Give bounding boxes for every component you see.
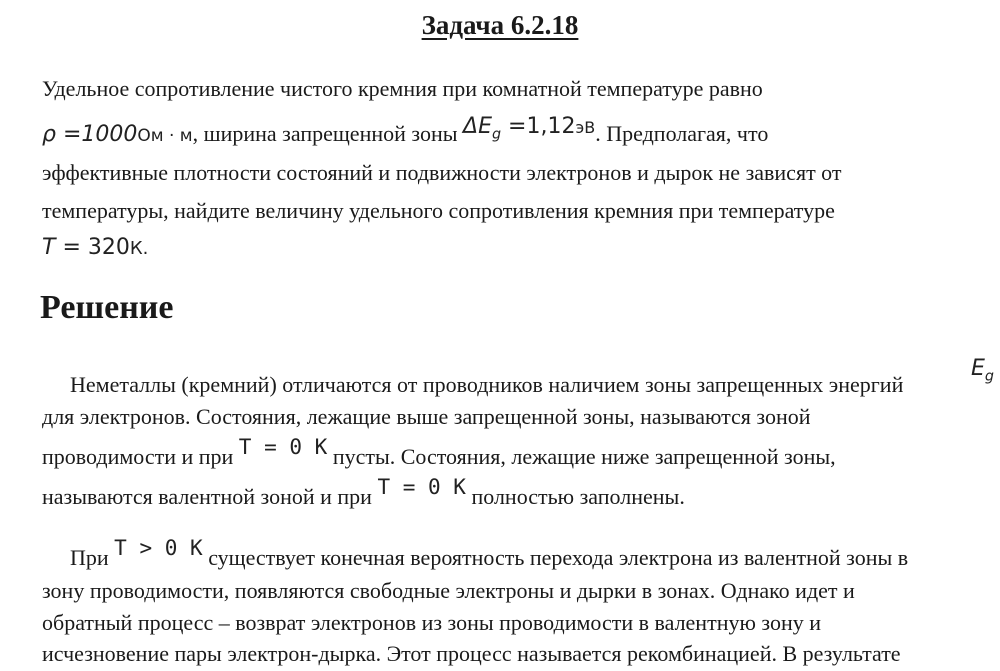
problem-line-5: [42, 234, 148, 260]
problem-line-2-mid: , ширина запрещенной зоны: [192, 121, 458, 146]
solution-p2-line-4: исчезновение пары электрон-дырка. Этот процесс называется рекомбинацией. В результате: [42, 641, 901, 666]
solution-heading: Решение: [40, 289, 174, 326]
t-greater-formula: T > 0 K: [114, 536, 203, 560]
problem-line-2-end: . Предполагая, что: [595, 121, 769, 146]
solution-p1-line-4: называются валентной зоной и при T = 0 K полностью заполнены.: [42, 475, 685, 509]
solution-p2-line-3: обратный процесс – возврат электронов из зоны проводимости в валентную зону и: [42, 610, 822, 635]
rho-unit: Ом · м: [137, 126, 193, 146]
solution-p2-line-1: При T > 0 K существует конечная вероятность перехода электрона из валентной зоны в: [70, 536, 909, 570]
problem-title: Задача 6.2.18: [421, 10, 579, 40]
problem-line-2: [42, 114, 769, 151]
problem-line-4: температуры, найдите величину удельного сопротивления кремния при температуре: [42, 198, 835, 223]
rho-formula: ρ =1000: [42, 122, 138, 147]
solution-p1-line-3: проводимости и при T = 0 K пусты. Состояния, лежащие ниже запрещенной зоны,: [42, 435, 836, 469]
eg-symbol: $E_g$: [971, 356, 994, 385]
solution-p1-line-2: для электронов. Состояния, лежащие выше запрещенной зоны, называются зоной: [42, 404, 811, 429]
t-zero-formula-2: T = 0 K: [377, 475, 466, 499]
solution-p2-line-2: зону проводимости, появляются свободные электроны и дырки в зонах. Однако идет и: [42, 578, 855, 603]
band-gap-formula: $\Delta E_g =1,12эВ$: [463, 114, 596, 143]
temperature-formula: T = 320К.: [42, 235, 149, 260]
t-zero-formula-1: T = 0 K: [238, 435, 328, 459]
solution-p1-line-1: Неметаллы (кремний) отличаются от проводников наличием зоны запрещенных энергий: [70, 372, 904, 397]
problem-line-3: эффективные плотности состояний и подвижности электронов и дырок не зависят от: [42, 160, 842, 185]
problem-line-1: Удельное сопротивление чистого кремния при комнатной температуре равно: [42, 76, 763, 101]
